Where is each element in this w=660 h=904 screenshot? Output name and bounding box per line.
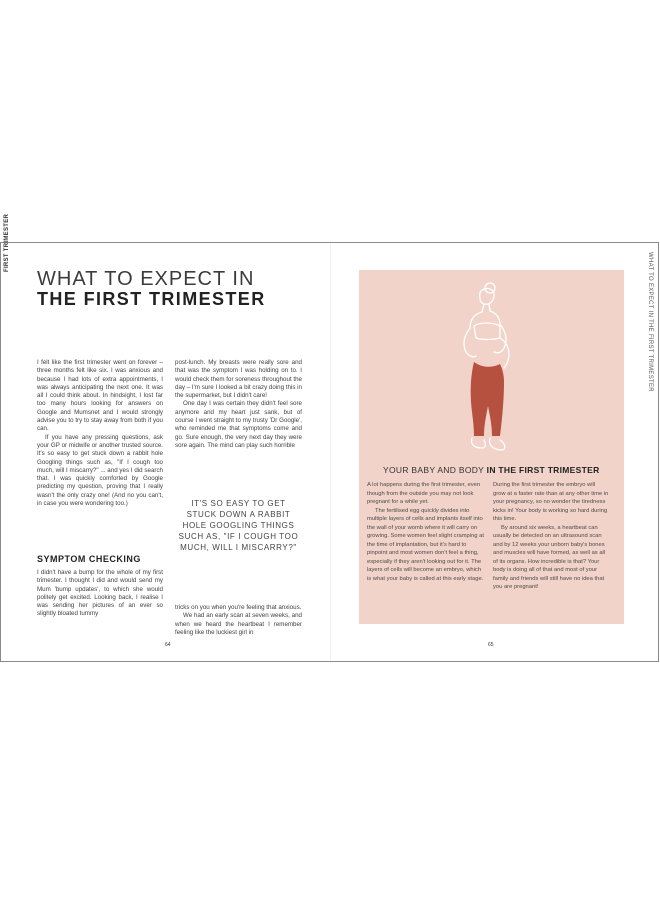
- panel-heading-normal: YOUR BABY AND BODY: [383, 465, 487, 475]
- body-column-1: [37, 359, 163, 508]
- spine: [330, 243, 331, 661]
- paragraph: The fertilised egg quickly divides into multiple layers of cells and implants itself into the wall of your womb where it will carry on growing. Some women feel slight cramping at the time of implantation, but it's hard to pinpoint and most women don't feel a thing, especially if they aren't looking out for it. The layers of cells will become an embryo, which is what your baby is called at this early stage.: [367, 507, 484, 582]
- pull-quote: IT'S SO EASY TO GET STUCK DOWN A RABBIT HOLE GOOGLING THINGS SUCH AS, "IF I COUGH TOO MUCH, WILL I MISCARRY?": [178, 499, 299, 552]
- page-title-line2: THE FIRST TRIMESTER: [37, 289, 266, 309]
- chapter-tab-left: FIRST TRIMESTER: [4, 213, 10, 272]
- chapter-tab-right: WHAT TO EXPECT IN THE FIRST TRIMESTER: [647, 252, 653, 392]
- body-column-2-continued: [175, 604, 302, 637]
- body-column-1-continued: [37, 569, 163, 619]
- paragraph: A lot happens during the first trimester, even though from the outside you may not look pregnant for a while yet.: [367, 482, 481, 505]
- paragraph: I didn't have a bump for the whole of my first trimester. I thought I did and would send my Mum 'bump updates', to which she would politely get excited. Looking back, I realise I was sending her pictures of an ever so slightly bloated tummy: [37, 569, 163, 618]
- paragraph: If you have any pressing questions, ask your GP or midwife or another trusted source. It's so easy to get stuck down a rabbit hole Googling things such as, "If I cough too much, will I miscarry?" ... and yes I did search that. I was quickly comforted by Google predicting my question, proving that I really wasn't the only crazy one! (And no you can't, in case you were wondering too.): [37, 433, 163, 508]
- paragraph: By around six weeks, a heartbeat can usually be detected on an ultrasound scan and by 12 weeks your unborn baby's bones and muscles will have formed, as well as all of its organs. How incredible is that? Your body is doing all of that and most of your family and friends will still have no idea that you are pregnant!: [493, 524, 606, 590]
- paragraph: tricks on you when you're feeling that anxious.: [175, 604, 302, 611]
- paragraph: post-lunch. My breasts were really sore and that was the symptom I was holding on to. I would check them for soreness throughout the day – I'm sure I looked a bit crazy doing this in the supermarket, but I didn't care!: [175, 359, 302, 400]
- panel-column-1: [367, 481, 484, 583]
- page-number-left: 64: [165, 642, 171, 648]
- body-column-2: [175, 359, 302, 450]
- panel-column-2: [493, 481, 609, 592]
- pregnant-woman-illustration: [430, 278, 540, 458]
- page-number-right: 65: [488, 642, 494, 648]
- paragraph: One day I was certain they didn't feel sore anymore and my heart just sank, but of course I went straight to my trusty 'Dr Google', who reminded me that symptoms come and go. Sure enough, the very next day they were sore again. The mind can play such horrible: [175, 400, 302, 449]
- paragraph: We had an early scan at seven weeks, and when we heard the heartbeat I remember feeling like the luckiest girl in: [175, 612, 302, 636]
- paragraph: During the first trimester the embryo will grow at a faster rate than at any other time in your pregnancy, so no wonder the tiredness kicks in! Your body is working so hard during this time.: [493, 482, 609, 522]
- leggings: [471, 362, 504, 436]
- panel-heading-bold: IN THE FIRST TRIMESTER: [486, 465, 600, 475]
- panel-heading: [383, 465, 600, 475]
- page-title-line1: WHAT TO EXPECT IN: [37, 268, 255, 290]
- paragraph: I felt like the first trimester went on forever – three months felt like six. I was anxious and because I had lots of extra appointments, I was always anticipating the next one. It was all I could think about. In hindsight, I lost far too many hours looking for answers on Google and Mumsnet and I would strongly advise you to try to stay away from both if you can.: [37, 359, 163, 433]
- section-heading: SYMPTOM CHECKING: [37, 554, 141, 564]
